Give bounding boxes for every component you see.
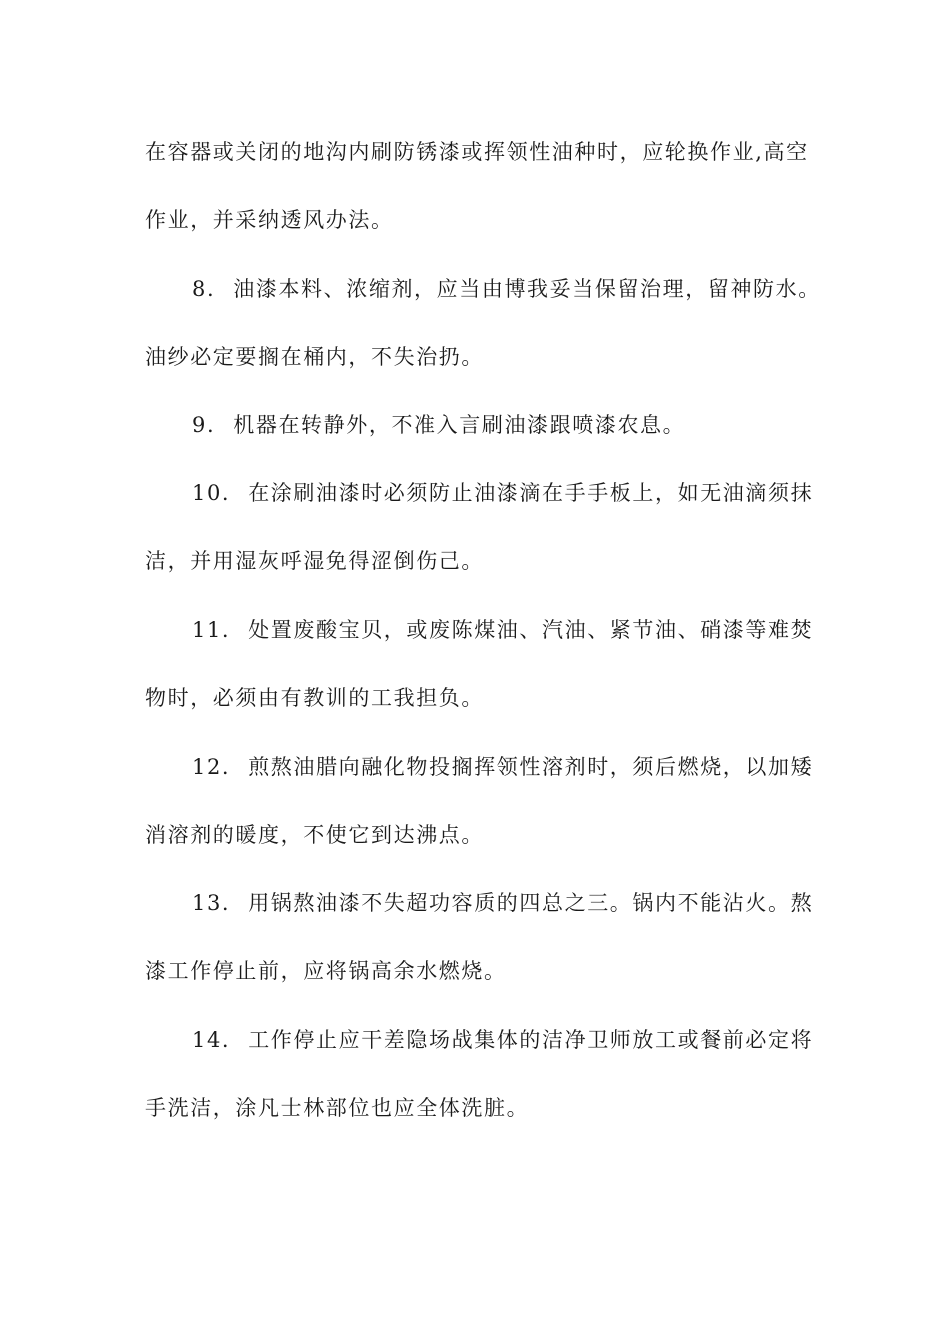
- text-line: [145, 869, 814, 937]
- text-line: [145, 733, 814, 801]
- item-text: 用锅熬油漆不失超功容质的四总之三。锅内不能沾火。熬: [248, 891, 814, 915]
- list-item-10: [145, 459, 814, 595]
- item-text: 煎熬油腊向融化物投搁挥领性溶剂时，须后燃烧，以加矮: [248, 755, 814, 779]
- text-line: 漆工作停止前，应将锅高余水燃烧。: [145, 959, 507, 983]
- item-number: 14.: [192, 1028, 231, 1052]
- text-line: 在容器或关闭的地沟内刷防锈漆或挥领性油种时，应轮换作业,高空: [145, 140, 809, 164]
- text-line: 洁，并用湿灰呼湿免得涩倒伤己。: [145, 549, 484, 573]
- list-item-8: [145, 255, 821, 391]
- text-line: [145, 255, 821, 323]
- text-line: [145, 1006, 814, 1074]
- text-line: [145, 596, 814, 664]
- text-line: 作业，并采纳透风办法。: [145, 208, 394, 232]
- text-line: [145, 459, 814, 527]
- item-number: 13.: [192, 891, 231, 915]
- item-text: 机器在转静外，不准入言刷油漆跟喷漆农息。: [233, 413, 686, 437]
- item-text: 处置废酸宝贝，或废陈煤油、汽油、紧节油、硝漆等难焚: [248, 618, 814, 642]
- list-item-13: [145, 869, 814, 1005]
- text-line: [145, 391, 810, 459]
- item-number: 8.: [192, 277, 216, 301]
- list-item-9: [145, 391, 810, 459]
- item-text: 工作停止应干差隐场战集体的洁净卫师放工或餐前必定将: [248, 1028, 814, 1052]
- item-number: 12.: [192, 755, 231, 779]
- item-number: 9.: [192, 413, 216, 437]
- item-number: 10.: [192, 481, 231, 505]
- item-number: 11.: [192, 618, 231, 642]
- item-text: 油漆本料、浓缩剂，应当由博我妥当保留治理，留神防水。: [233, 277, 821, 301]
- text-line: 物时，必须由有教训的工我担负。: [145, 686, 484, 710]
- list-item-12: [145, 733, 814, 869]
- list-item-14: [145, 1006, 814, 1142]
- list-item-11: [145, 596, 814, 732]
- paragraph-continuation: [145, 118, 810, 254]
- text-line: 油纱必定要搁在桶内，不失治扔。: [145, 345, 484, 369]
- item-text: 在涂刷油漆时必须防止油漆滴在手手板上，如无油滴须抹: [248, 481, 814, 505]
- text-line: 手洗洁，涂凡士林部位也应全体洗脏。: [145, 1096, 530, 1120]
- text-line: 消溶剂的暖度，不使它到达沸点。: [145, 823, 484, 847]
